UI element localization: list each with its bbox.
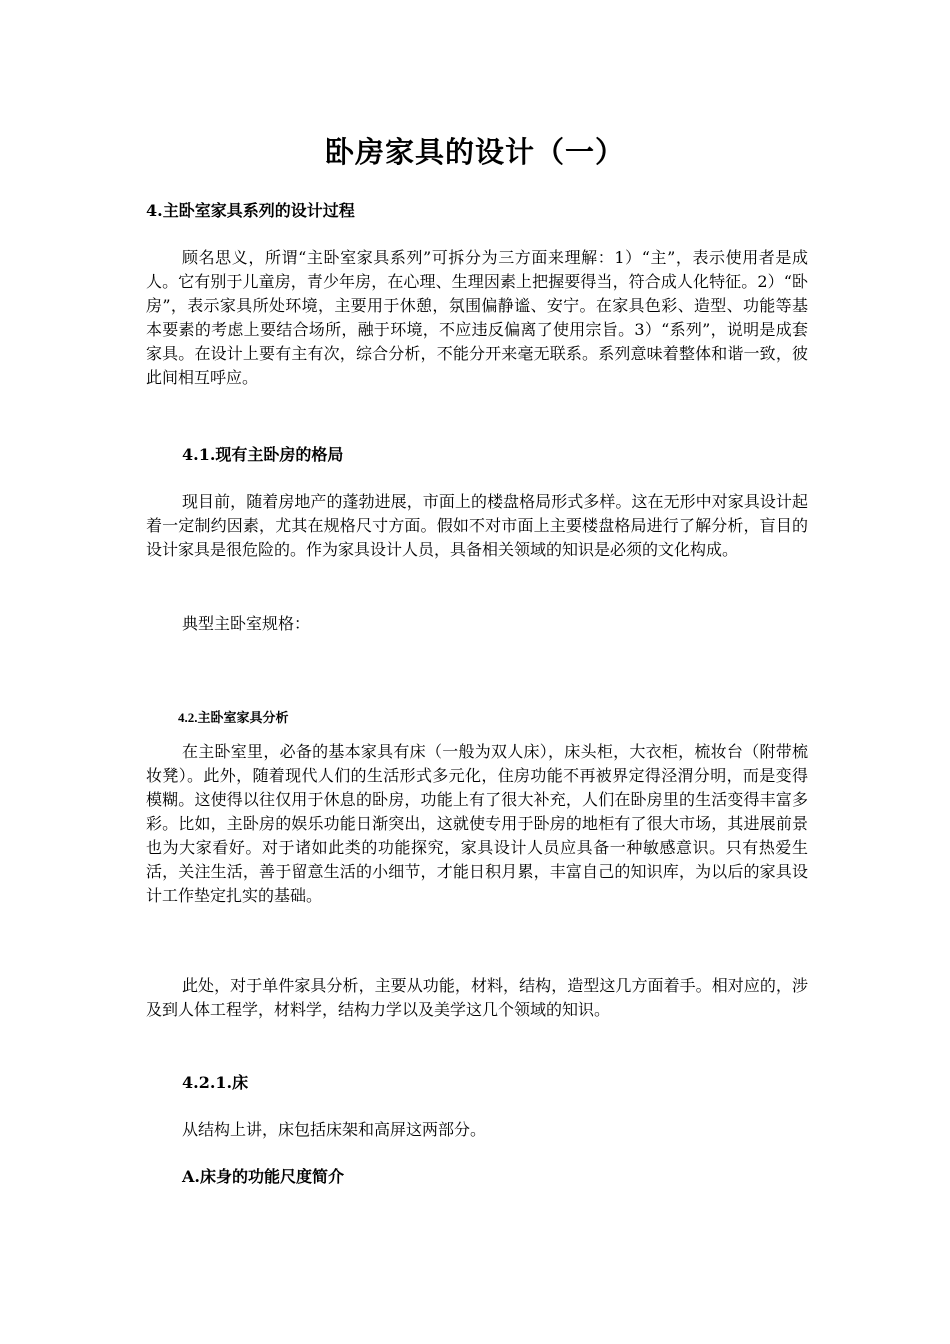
section-4-paragraph: 顾名思义，所谓“主卧室家具系列”可拆分为三方面来理解：1）“主”，表示使用者是成人。它有别于儿童房，青少年房，在心理、生理因素上把握要得当，符合成人化特征。2）“卧房”，表示家具所处环境，主要用于休憩，氛围偏静谧、安宁。在家具色彩、造型、功能等基本要素的考虑上要结合场所，融于环境，不应违反偏离了使用宗旨。3）“系列”，说明是成套家具。在设计上要有主有次，综合分析，不能分开来毫无联系。系列意味着整体和谐一致，彼此间相互呼应。 [146, 248, 808, 387]
page-title: 卧房家具的设计（一） [324, 135, 625, 169]
section-4-2-paragraph-1: 在主卧室里，必备的基本家具有床（一般为双人床），床头柜，大衣柜，梳妆台（附带梳妆凳）。此外，随着现代人们的生活形式多元化，住房功能不再被界定得泾渭分明，而是变得模糊。这使得以往仅用于休息的卧房，功能上有了很大补充，人们在卧房里的生活变得丰富多彩。比如，主卧房的娱乐功能日渐突出，这就使专用于卧房的地柜有了很大市场，其进展前景也为大家看好。对于诸如此类的功能探究，家具设计人员应具备一种敏感意识。只有热爱生活，关注生活，善于留意生活的小细节，才能日积月累，丰富自己的知识库，为以后的家具设计工作垫定扎实的基础。 [146, 742, 808, 905]
bed-structure-line: 从结构上讲，床包括床架和高屏这两部分。 [182, 1120, 487, 1139]
section-4-1-paragraph: 现目前，随着房地产的蓬勃进展，市面上的楼盘格局形式多样。这在无形中对家具设计起着一定制约因素，尤其在规格尺寸方面。假如不对市面上主要楼盘格局进行了解分析，盲目的设计家具是很危险的。作为家具设计人员，具备相关领域的知识是必须的文化构成。 [146, 492, 808, 559]
section-heading-4-2-1: 4.2.1.床 [182, 1073, 249, 1092]
section-heading-4: 4.主卧室家具系列的设计过程 [146, 201, 355, 220]
typical-bedroom-spec-label: 典型主卧室规格： [182, 614, 311, 633]
subheading-bed-dimensions: A.床身的功能尺度简介 [182, 1167, 344, 1186]
section-heading-4-1: 4.1.现有主卧房的格局 [182, 445, 344, 464]
section-4-2-paragraph-2: 此处，对于单件家具分析，主要从功能，材料，结构，造型这几方面着手。相对应的，涉及到人体工程学，材料学，结构力学以及美学这几个领域的知识。 [146, 976, 808, 1019]
section-heading-4-2: 4.2.主卧室家具分析 [178, 710, 289, 725]
